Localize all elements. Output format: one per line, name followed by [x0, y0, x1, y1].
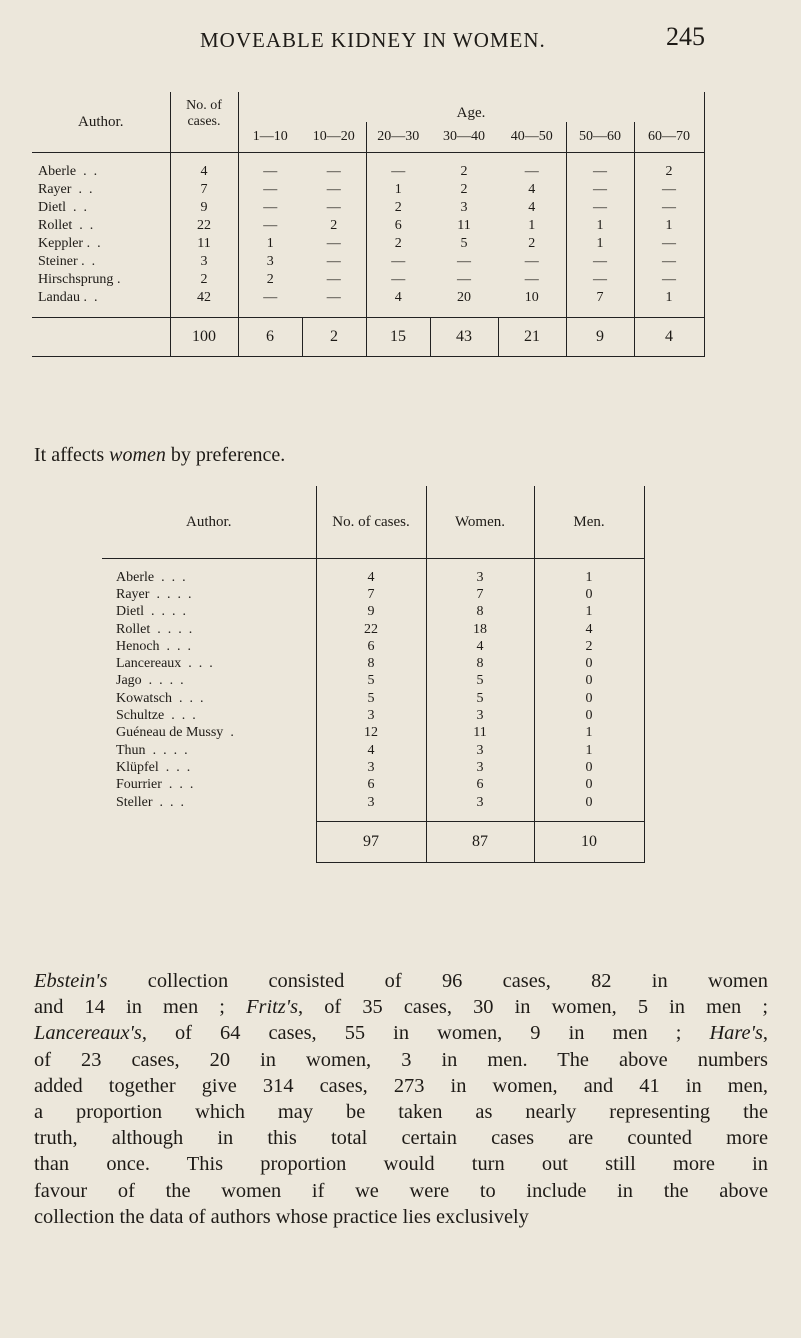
- author-cell: Rayer . .: [38, 182, 93, 197]
- age-cell: 2: [238, 271, 302, 289]
- author-name: Ebstein's: [34, 970, 108, 992]
- age-table-row: [32, 253, 704, 271]
- author-name: Lancereaux's: [34, 1022, 142, 1045]
- age-cell: —: [524, 164, 539, 179]
- age-table-row: [32, 271, 704, 289]
- paragraph-line: truth, although in this total certain cases are counted more: [34, 1127, 768, 1150]
- sex-table-row: [102, 707, 668, 724]
- sex-table-row: [102, 586, 668, 603]
- author-cell: Hirschsprung .: [38, 272, 121, 287]
- age-table-row: [32, 181, 704, 199]
- age-range-header: 40—50: [498, 122, 566, 153]
- cases-cell: 7: [170, 181, 238, 199]
- sex-table-row: [102, 559, 668, 587]
- cases-cell: 7: [316, 586, 426, 603]
- paragraph-line: a proportion which may be taken as nearly representing the: [34, 1100, 768, 1123]
- sex-table-row: [102, 673, 668, 690]
- age-cell: —: [326, 236, 341, 251]
- sex-table-row: [102, 794, 668, 822]
- sex-table-row: [102, 742, 668, 759]
- age-cell: 1: [566, 235, 634, 253]
- age-table-row: [32, 199, 704, 217]
- author-cell: Thun . . . .: [116, 742, 188, 758]
- age-table-totals-row: [32, 318, 704, 357]
- author-cell: Lancereaux . . .: [116, 656, 213, 672]
- sex-table: [102, 486, 668, 863]
- cases-cell: 4: [316, 742, 426, 759]
- total-age-cell: 9: [566, 318, 634, 357]
- author-cell: Jago . . . .: [116, 673, 184, 689]
- total-age-cell: 6: [238, 318, 302, 357]
- women-cell: 8: [426, 655, 534, 672]
- sex-table-cases-header: No. of cases.: [316, 486, 426, 559]
- age-cell: —: [457, 272, 471, 287]
- intro-sentence: It affects women by preference.: [34, 444, 286, 466]
- sex-table-row: [102, 725, 668, 742]
- women-cell: 7: [426, 586, 534, 603]
- women-cell: 18: [426, 621, 534, 638]
- author-cell: Schultze . . .: [116, 708, 196, 724]
- women-cell: 11: [426, 725, 534, 742]
- total-age-cell: 43: [430, 318, 498, 357]
- men-cell: 0: [534, 690, 644, 707]
- age-cell: —: [634, 235, 704, 253]
- author-cell: Henoch . . .: [116, 638, 192, 654]
- age-cell: 2: [460, 182, 468, 197]
- age-cell: 2: [366, 199, 430, 217]
- age-cell: 20: [457, 290, 471, 305]
- age-cell: 3: [238, 253, 302, 271]
- age-cell: —: [326, 164, 341, 179]
- age-cell: 4: [366, 289, 430, 318]
- age-cell: —: [566, 271, 634, 289]
- body-paragraph: [34, 968, 768, 1230]
- cases-cell: 22: [316, 621, 426, 638]
- cases-cell: 8: [316, 655, 426, 672]
- men-cell: 2: [534, 638, 644, 655]
- cases-cell: 22: [170, 217, 238, 235]
- age-cell: —: [566, 153, 634, 182]
- author-cell: Steiner . .: [38, 254, 96, 269]
- cases-cell: 3: [316, 759, 426, 776]
- age-cell: 7: [566, 289, 634, 318]
- men-cell: 1: [534, 725, 644, 742]
- women-cell: 4: [426, 638, 534, 655]
- sex-table-row: [102, 621, 668, 638]
- age-cell: 1: [634, 217, 704, 235]
- age-table-row: [32, 153, 704, 182]
- age-cell: 1: [528, 218, 536, 233]
- age-cell: 1: [566, 217, 634, 235]
- author-cell: Aberle . . .: [116, 569, 186, 585]
- age-cell: —: [238, 181, 302, 199]
- age-table-cases-header: No. of cases.: [170, 92, 238, 153]
- cases-cell: 9: [170, 199, 238, 217]
- age-cell: —: [524, 272, 539, 287]
- author-cell: Keppler . .: [38, 236, 101, 251]
- men-cell: 0: [534, 759, 644, 776]
- age-cell: 5: [460, 236, 468, 251]
- empty-total-cell: [32, 318, 170, 357]
- cases-cell: 5: [316, 690, 426, 707]
- age-cell: 4: [528, 200, 536, 215]
- intro-emphasis: women: [109, 444, 166, 466]
- women-cell: 8: [426, 604, 534, 621]
- age-cell: —: [566, 199, 634, 217]
- women-cell: 5: [426, 690, 534, 707]
- age-cell: —: [366, 271, 430, 289]
- page-header: [0, 22, 801, 62]
- sex-table-row: [102, 604, 668, 621]
- age-cell: —: [634, 181, 704, 199]
- paragraph-line: of 23 cases, 20 in women, 3 in men. The above numbers: [34, 1048, 768, 1071]
- age-cell: —: [566, 253, 634, 271]
- age-range-header: 1—10: [238, 122, 302, 153]
- sex-table-row: [102, 759, 668, 776]
- paragraph-line: than once. This proportion would turn out still more in: [34, 1153, 768, 1176]
- sex-table-totals-row: [102, 822, 668, 863]
- age-range-header: 50—60: [566, 122, 634, 153]
- author-cell: Klüpfel . . .: [116, 759, 191, 775]
- cases-cell: 42: [170, 289, 238, 318]
- cases-cell: 6: [316, 638, 426, 655]
- cases-cell: 9: [316, 604, 426, 621]
- age-cell: —: [457, 254, 471, 269]
- age-range-header: 10—20: [302, 122, 366, 153]
- age-cell: —: [634, 199, 704, 217]
- sex-table-row: [102, 638, 668, 655]
- age-cell: —: [326, 200, 341, 215]
- author-cell: Rayer . . . .: [116, 586, 192, 602]
- age-cell: 2: [634, 153, 704, 182]
- men-cell: 0: [534, 586, 644, 603]
- age-cell: 10: [524, 290, 539, 305]
- author-cell: Landau . .: [38, 290, 98, 305]
- total-women-cell: 87: [426, 822, 534, 863]
- sex-table-row: [102, 655, 668, 672]
- total-men-cell: 10: [534, 822, 644, 863]
- page-number: 245: [666, 22, 705, 51]
- sex-table-women-header: Women.: [426, 486, 534, 559]
- total-cases-cell: 100: [170, 318, 238, 357]
- paragraph-line: favour of the women if we were to include in the above: [34, 1179, 768, 1202]
- age-cell: —: [566, 181, 634, 199]
- age-table-row: [32, 217, 704, 235]
- women-cell: 3: [426, 559, 534, 587]
- author-cell: Fourrier . . .: [116, 777, 194, 793]
- age-cell: —: [238, 153, 302, 182]
- age-cell: —: [238, 217, 302, 235]
- women-cell: 5: [426, 673, 534, 690]
- men-cell: 0: [534, 655, 644, 672]
- age-range-header: 60—70: [634, 122, 704, 153]
- author-cell: Dietl . .: [38, 200, 87, 215]
- age-table-age-header: Age.: [238, 92, 704, 122]
- age-table-author-header: Author.: [32, 92, 170, 153]
- women-cell: 3: [426, 794, 534, 822]
- age-cell: 1: [238, 235, 302, 253]
- men-cell: 4: [534, 621, 644, 638]
- men-cell: 0: [534, 707, 644, 724]
- men-cell: 0: [534, 794, 644, 822]
- age-cell: —: [366, 253, 430, 271]
- age-cell: 11: [457, 218, 471, 233]
- paragraph-line: added together give 314 cases, 273 in women, and 41 in men,: [34, 1074, 768, 1097]
- age-cell: —: [326, 182, 341, 197]
- cases-cell: 4: [316, 559, 426, 587]
- author-name: Hare's: [709, 1022, 763, 1045]
- running-title: MOVEABLE KIDNEY IN WOMEN.: [200, 28, 546, 52]
- women-cell: 3: [426, 759, 534, 776]
- total-age-cell: 4: [634, 318, 704, 357]
- age-cell: —: [524, 254, 539, 269]
- age-cell: —: [366, 153, 430, 182]
- age-table-row: [32, 235, 704, 253]
- total-age-cell: 15: [366, 318, 430, 357]
- age-table: [32, 92, 705, 357]
- author-cell: Aberle . .: [38, 164, 98, 179]
- age-cell: —: [634, 271, 704, 289]
- cases-cell: 2: [170, 271, 238, 289]
- cases-cell: 3: [316, 707, 426, 724]
- author-cell: Dietl . . . .: [116, 604, 186, 620]
- women-cell: 6: [426, 777, 534, 794]
- paragraph-line: Lancereaux's, of 64 cases, 55 in women, 9 in men ; Hare's,: [34, 1022, 768, 1045]
- cases-cell: 4: [170, 153, 238, 182]
- age-cell: 2: [366, 235, 430, 253]
- age-cell: —: [326, 272, 341, 287]
- age-cell: 4: [528, 182, 536, 197]
- men-cell: 1: [534, 604, 644, 621]
- author-cell: Steller . . .: [116, 794, 185, 810]
- men-cell: 0: [534, 777, 644, 794]
- age-cell: 2: [330, 218, 338, 233]
- age-range-header: 20—30: [366, 122, 430, 153]
- paragraph-line: collection the data of authors whose practice lies exclusively: [34, 1205, 529, 1228]
- age-cell: 6: [366, 217, 430, 235]
- cases-cell: 6: [316, 777, 426, 794]
- age-cell: —: [326, 290, 341, 305]
- sex-table-row: [102, 777, 668, 794]
- cases-cell: 3: [170, 253, 238, 271]
- cases-cell: 12: [316, 725, 426, 742]
- age-cell: 1: [634, 289, 704, 318]
- cases-cell: 11: [170, 235, 238, 253]
- author-cell: Rollet . .: [38, 218, 94, 233]
- cases-cell: 3: [316, 794, 426, 822]
- men-cell: 1: [534, 559, 644, 587]
- age-cell: 1: [366, 181, 430, 199]
- women-cell: 3: [426, 742, 534, 759]
- age-cell: —: [634, 253, 704, 271]
- author-cell: Rollet . . . .: [116, 621, 193, 637]
- paragraph-line: Ebstein's collection consisted of 96 cases, 82 in women: [34, 970, 768, 992]
- men-cell: 1: [534, 742, 644, 759]
- total-age-cell: 21: [498, 318, 566, 357]
- sex-table-row: [102, 690, 668, 707]
- men-cell: 0: [534, 673, 644, 690]
- women-cell: 3: [426, 707, 534, 724]
- sex-table-men-header: Men.: [534, 486, 644, 559]
- age-cell: 2: [528, 236, 536, 251]
- age-cell: 2: [460, 164, 468, 179]
- author-cell: Guéneau de Mussy .: [116, 725, 234, 741]
- age-cell: —: [326, 254, 341, 269]
- author-name: Fritz's: [246, 996, 299, 1019]
- age-cell: —: [238, 199, 302, 217]
- age-range-header: 30—40: [430, 122, 498, 153]
- sex-table-author-header: Author.: [102, 486, 316, 559]
- age-cell: —: [238, 289, 302, 318]
- cases-cell: 5: [316, 673, 426, 690]
- total-age-cell: 2: [302, 318, 366, 357]
- total-cases-cell: 97: [316, 822, 426, 863]
- paragraph-line: and 14 in men ; Fritz's, of 35 cases, 30 in women, 5 in men ;: [34, 996, 768, 1019]
- age-table-row: [32, 289, 704, 318]
- author-cell: Kowatsch . . .: [116, 690, 204, 706]
- age-cell: 3: [460, 200, 468, 215]
